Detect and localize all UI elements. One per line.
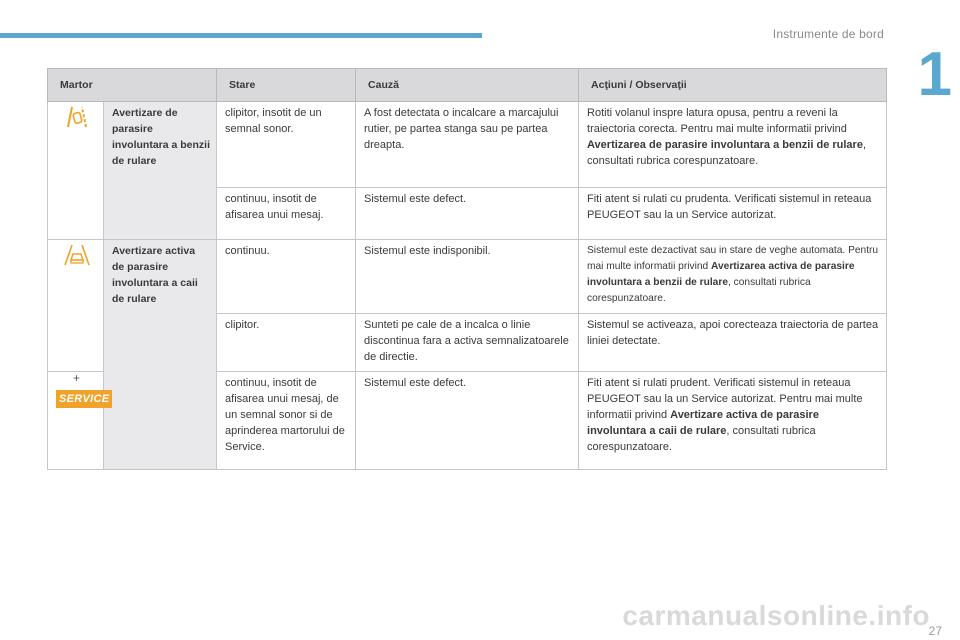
page-number: 27: [928, 624, 942, 638]
active-lane-keeping-icon: [63, 258, 91, 270]
service-badge-icon: SERVICE: [56, 390, 112, 408]
state-cell: clipitor.: [217, 314, 356, 372]
action-reference: Avertizare activa de parasire involuntara a caii de rulare: [587, 409, 819, 437]
table-row: [48, 102, 887, 188]
action-cell: [579, 240, 887, 314]
column-header-martor: Martor: [48, 69, 217, 102]
action-cell: [579, 102, 887, 188]
cause-cell: A fost detectata o incalcare a marcajului rutier, pe partea stanga sau pe partea dreapta.: [356, 102, 579, 188]
action-text-end: , consultati rubrica corespunzatoare.: [587, 277, 811, 304]
lamp-icon-cell: [48, 240, 104, 372]
watermark: carmanualsonline.info: [622, 600, 930, 631]
cause-cell: Sistemul este defect.: [356, 372, 579, 470]
column-header-actiuni: Acţiuni / Observaţii: [579, 69, 887, 102]
action-text: Fiti atent si rulati prudent. Verificati sistemul in reteaua PEUGEOT sau la un Service autorizat. Pentru mai multe informatii privind: [587, 377, 863, 421]
lamp-name: Avertizare activa de parasire involuntara a caii de rulare: [104, 240, 217, 470]
table-row: [48, 240, 887, 314]
state-cell: clipitor, insotit de un semnal sonor.: [217, 102, 356, 188]
table-header-row: [48, 69, 887, 102]
column-header-stare: Stare: [217, 69, 356, 102]
section-title: Instrumente de bord: [772, 27, 884, 41]
action-cell: Fiti atent si rulati cu prudenta. Verificati sistemul in reteaua PEUGEOT sau la un Service autorizat.: [579, 188, 887, 240]
cause-cell: Sunteti pe cale de a incalca o linie discontinua fara a activa semnalizatoarele de directie.: [356, 314, 579, 372]
action-reference: Avertizarea activa de parasire involuntara a benzii de rulare: [587, 261, 855, 288]
action-cell: [579, 372, 887, 470]
action-cell: Sistemul se activeaza, apoi corecteaza traiectoria de partea liniei detectate.: [579, 314, 887, 372]
plus-sign: +: [72, 371, 80, 385]
action-text: Sistemul este dezactivat sau in stare de veghe automata. Pentru mai multe informatii privind: [587, 245, 879, 272]
action-text-end: , consultati rubrica corespunzatoare.: [587, 425, 816, 453]
lamp-name: Avertizare de parasire involuntara a benzii de rulare: [104, 102, 217, 240]
lamp-icon-cell: [48, 102, 104, 240]
lane-departure-warning-icon: [65, 120, 89, 132]
warning-lamps-table: [47, 68, 887, 470]
state-cell: continuu.: [217, 240, 356, 314]
action-text-end: , consultati rubrica corespunzatoare.: [587, 139, 867, 167]
header-accent-bar: [0, 33, 482, 38]
chapter-number: 1: [917, 40, 952, 109]
cause-cell: Sistemul este defect.: [356, 188, 579, 240]
cause-cell: Sistemul este indisponibil.: [356, 240, 579, 314]
state-cell: continuu, insotit de afisarea unui mesaj.: [217, 188, 356, 240]
action-reference: Avertizarea de parasire involuntara a benzii de rulare: [587, 139, 863, 151]
column-header-cauza: Cauză: [356, 69, 579, 102]
lamp-icon-cell: [48, 371, 110, 470]
state-cell: continuu, insotit de afisarea unui mesaj, de un semnal sonor si de aprinderea martorului de Service.: [217, 372, 356, 470]
action-text: Rotiti volanul inspre latura opusa, pentru a reveni la traiectoria corecta. Pentru mai multe informatii privind: [587, 107, 847, 135]
